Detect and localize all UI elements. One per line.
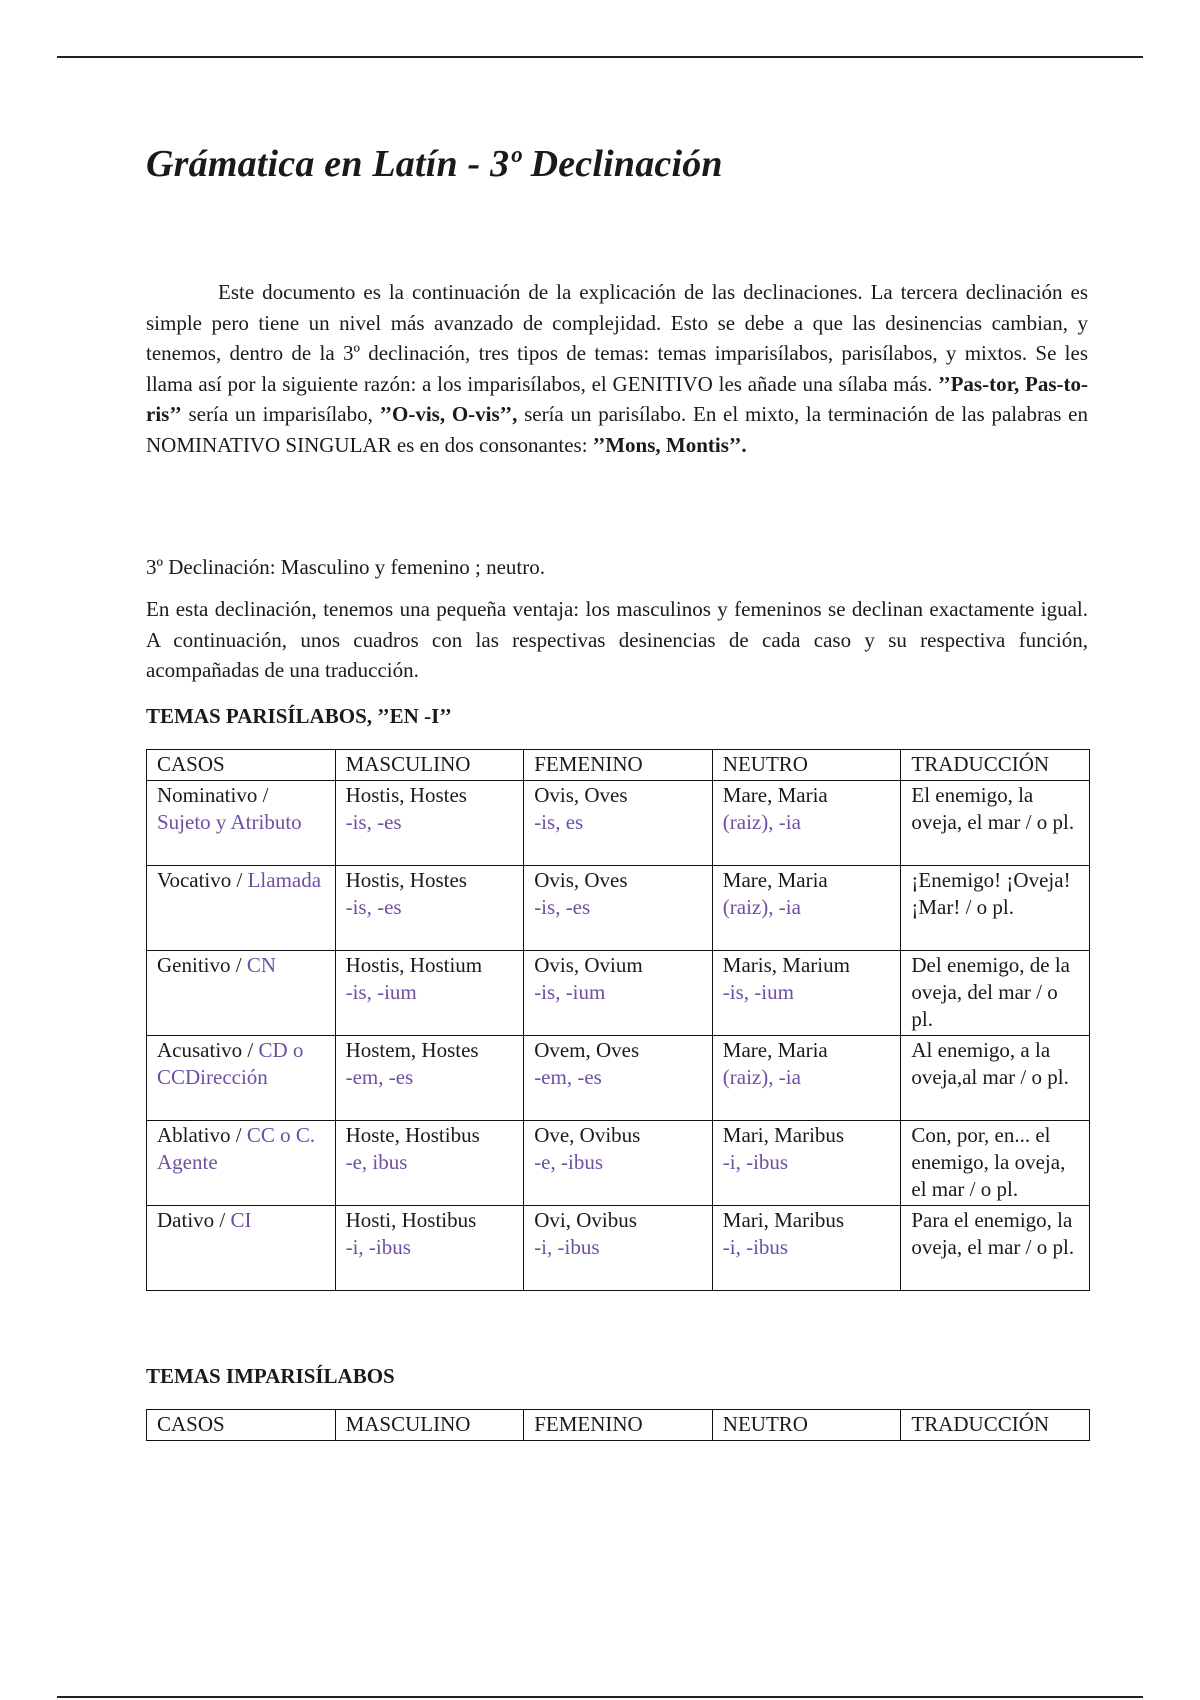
col-header-femenino: FEMENINO xyxy=(524,750,713,781)
caso-function: CD o CCDirección xyxy=(157,1038,304,1089)
col-header-neutro: NEUTRO xyxy=(712,750,901,781)
col-header-masculino: MASCULINO xyxy=(335,750,524,781)
word-endings: -em, -es xyxy=(534,1065,602,1089)
word-endings: (raiz), -ia xyxy=(722,895,801,919)
cell-neutro xyxy=(712,1036,901,1121)
cell-caso xyxy=(147,1206,336,1291)
word-forms: Mare, Maria xyxy=(722,868,828,892)
cell-masculino xyxy=(335,1036,524,1121)
word-forms: Mari, Maribus xyxy=(722,1123,845,1147)
cell-masculino xyxy=(335,951,524,1036)
col-header-neutro: NEUTRO xyxy=(712,1410,901,1441)
word-forms: Ovis, Oves xyxy=(534,783,628,807)
cell-femenino xyxy=(524,866,713,951)
word-forms: Hosti, Hostibus xyxy=(345,1208,477,1232)
col-header-femenino: FEMENINO xyxy=(524,1410,713,1441)
word-endings: -i, -ibus xyxy=(722,1235,789,1259)
table-row xyxy=(147,1206,1090,1291)
heading-imparisilabos: TEMAS IMPARISÍLABOS xyxy=(146,1364,395,1388)
cell-traduccion: Con, por, en... el enemigo, la oveja, el mar / o pl. xyxy=(901,1121,1090,1206)
intro-text-3: sería un parisílabo. En el mixto, la terminación de las palabras en NOMINATIVO SINGULAR es en dos consonantes: xyxy=(146,402,1088,457)
word-endings: -is, -es xyxy=(534,895,591,919)
table-row xyxy=(147,866,1090,951)
cell-caso xyxy=(147,781,336,866)
cell-traduccion: El enemigo, la oveja, el mar / o pl. xyxy=(901,781,1090,866)
col-header-traduccion: TRADUCCIÓN xyxy=(901,750,1090,781)
cell-neutro xyxy=(712,781,901,866)
cell-masculino xyxy=(335,781,524,866)
word-forms: Hostis, Hostes xyxy=(345,868,467,892)
word-forms: Hostem, Hostes xyxy=(345,1038,479,1062)
cell-neutro xyxy=(712,1121,901,1206)
cell-caso xyxy=(147,866,336,951)
cell-femenino xyxy=(524,951,713,1036)
word-forms: Maris, Marium xyxy=(722,953,850,977)
word-forms: Hoste, Hostibus xyxy=(345,1123,480,1147)
intro-text-1: Este documento es la continuación de la explicación de las declinaciones. La tercera declinación es simple pero tiene un nivel más avanzado de complejidad. Esto se debe a que las desinencias cambian, y tenemos, dentro de la 3º declinación, tres tipos de temas: temas imparisílabos, parisílabos, y mixtos. Se les llama así por la siguiente razón: a los imparisílabos, el GENITIVO les añade una sílaba más. xyxy=(146,280,1088,396)
caso-name: Acusativo / xyxy=(157,1038,254,1062)
caso-name: Genitivo / xyxy=(157,953,242,977)
word-endings: -is, -es xyxy=(345,895,402,919)
word-forms: Ovi, Ovibus xyxy=(534,1208,637,1232)
top-rule xyxy=(57,56,1143,58)
word-forms: Ove, Ovibus xyxy=(534,1123,641,1147)
word-endings: -i, -ibus xyxy=(722,1150,789,1174)
caso-function: CC o C. Agente xyxy=(157,1123,316,1174)
table-row xyxy=(147,951,1090,1036)
caso-function: CN xyxy=(246,953,277,977)
col-header-masculino: MASCULINO xyxy=(335,1410,524,1441)
col-header-casos: CASOS xyxy=(147,750,336,781)
cell-neutro xyxy=(712,866,901,951)
cell-neutro xyxy=(712,951,901,1036)
table-header-row xyxy=(147,1410,1090,1441)
caso-name: Ablativo / xyxy=(157,1123,242,1147)
word-forms: Mari, Maribus xyxy=(722,1208,845,1232)
col-header-traduccion: TRADUCCIÓN xyxy=(901,1410,1090,1441)
caso-function: Llamada xyxy=(247,868,322,892)
word-endings: -em, -es xyxy=(345,1065,414,1089)
word-endings: (raiz), -ia xyxy=(722,1065,801,1089)
cell-traduccion: Al enemigo, a la oveja,al mar / o pl. xyxy=(901,1036,1090,1121)
col-header-casos: CASOS xyxy=(147,1410,336,1441)
word-endings: -is, -ium xyxy=(722,980,794,1004)
cell-traduccion: Del enemigo, de la oveja, del mar / o pl. xyxy=(901,951,1090,1036)
cell-traduccion: Para el enemigo, la oveja, el mar / o pl. xyxy=(901,1206,1090,1291)
page-title: Grámatica en Latín - 3º Declinación xyxy=(146,143,723,185)
word-endings: -is, es xyxy=(534,810,584,834)
cell-caso xyxy=(147,1036,336,1121)
word-forms: Ovem, Oves xyxy=(534,1038,640,1062)
cell-femenino xyxy=(524,1206,713,1291)
table-parisilabos xyxy=(146,749,1090,1291)
intro-example-parisilabo: ’’O-vis, O-vis’’, xyxy=(379,402,518,426)
bottom-rule xyxy=(57,1696,1143,1698)
word-endings: -is, -ium xyxy=(345,980,417,1004)
caso-name: Nominativo / xyxy=(157,783,269,807)
word-forms: Hostis, Hostium xyxy=(345,953,483,977)
word-endings: -e, -ibus xyxy=(534,1150,604,1174)
intro-text-2: sería un imparisílabo, xyxy=(181,402,380,426)
section-subtitle: 3º Declinación: Masculino y femenino ; neutro. xyxy=(146,555,545,579)
intro-example-imparisilabo: ’’Pas-tor, Pas-to-ris’’ xyxy=(146,371,1088,426)
word-forms: Hostis, Hostes xyxy=(345,783,467,807)
word-endings: -i, -ibus xyxy=(345,1235,411,1259)
cell-traduccion: ¡Enemigo! ¡Oveja! ¡Mar! / o pl. xyxy=(901,866,1090,951)
cell-neutro xyxy=(712,1206,901,1291)
word-endings: -i, -ibus xyxy=(534,1235,600,1259)
cell-femenino xyxy=(524,1036,713,1121)
cell-femenino xyxy=(524,1121,713,1206)
table-imparisilabos xyxy=(146,1409,1090,1441)
cell-masculino xyxy=(335,1206,524,1291)
word-forms: Mare, Maria xyxy=(722,1038,828,1062)
word-forms: Ovis, Ovium xyxy=(534,953,643,977)
cell-masculino xyxy=(335,866,524,951)
caso-name: Dativo / xyxy=(157,1208,226,1232)
word-endings: -is, -ium xyxy=(534,980,606,1004)
table-header-row xyxy=(147,750,1090,781)
cell-masculino xyxy=(335,1121,524,1206)
cell-caso xyxy=(147,951,336,1036)
table-row xyxy=(147,1121,1090,1206)
word-endings: -e, ibus xyxy=(345,1150,408,1174)
heading-parisilabos: TEMAS PARISÍLABOS, ’’EN -I’’ xyxy=(146,704,452,728)
word-forms: Mare, Maria xyxy=(722,783,828,807)
table-row xyxy=(147,781,1090,866)
intro-paragraph xyxy=(146,277,1088,460)
caso-name: Vocativo / xyxy=(157,868,243,892)
table-row xyxy=(147,1036,1090,1121)
cell-femenino xyxy=(524,781,713,866)
caso-function: CI xyxy=(230,1208,252,1232)
caso-function: Sujeto y Atributo xyxy=(157,810,302,834)
intro-example-mixto: ’’Mons, Montis’’. xyxy=(592,432,747,457)
word-forms: Ovis, Oves xyxy=(534,868,628,892)
word-endings: (raiz), -ia xyxy=(722,810,801,834)
cell-caso xyxy=(147,1121,336,1206)
explanation-paragraph: En esta declinación, tenemos una pequeña ventaja: los masculinos y femeninos se declinan exactamente igual. A continuación, unos cuadros con las respectivas desinencias de cada caso y su respectiva función, acompañadas de una traducción. xyxy=(146,597,1088,682)
word-endings: -is, -es xyxy=(345,810,402,834)
